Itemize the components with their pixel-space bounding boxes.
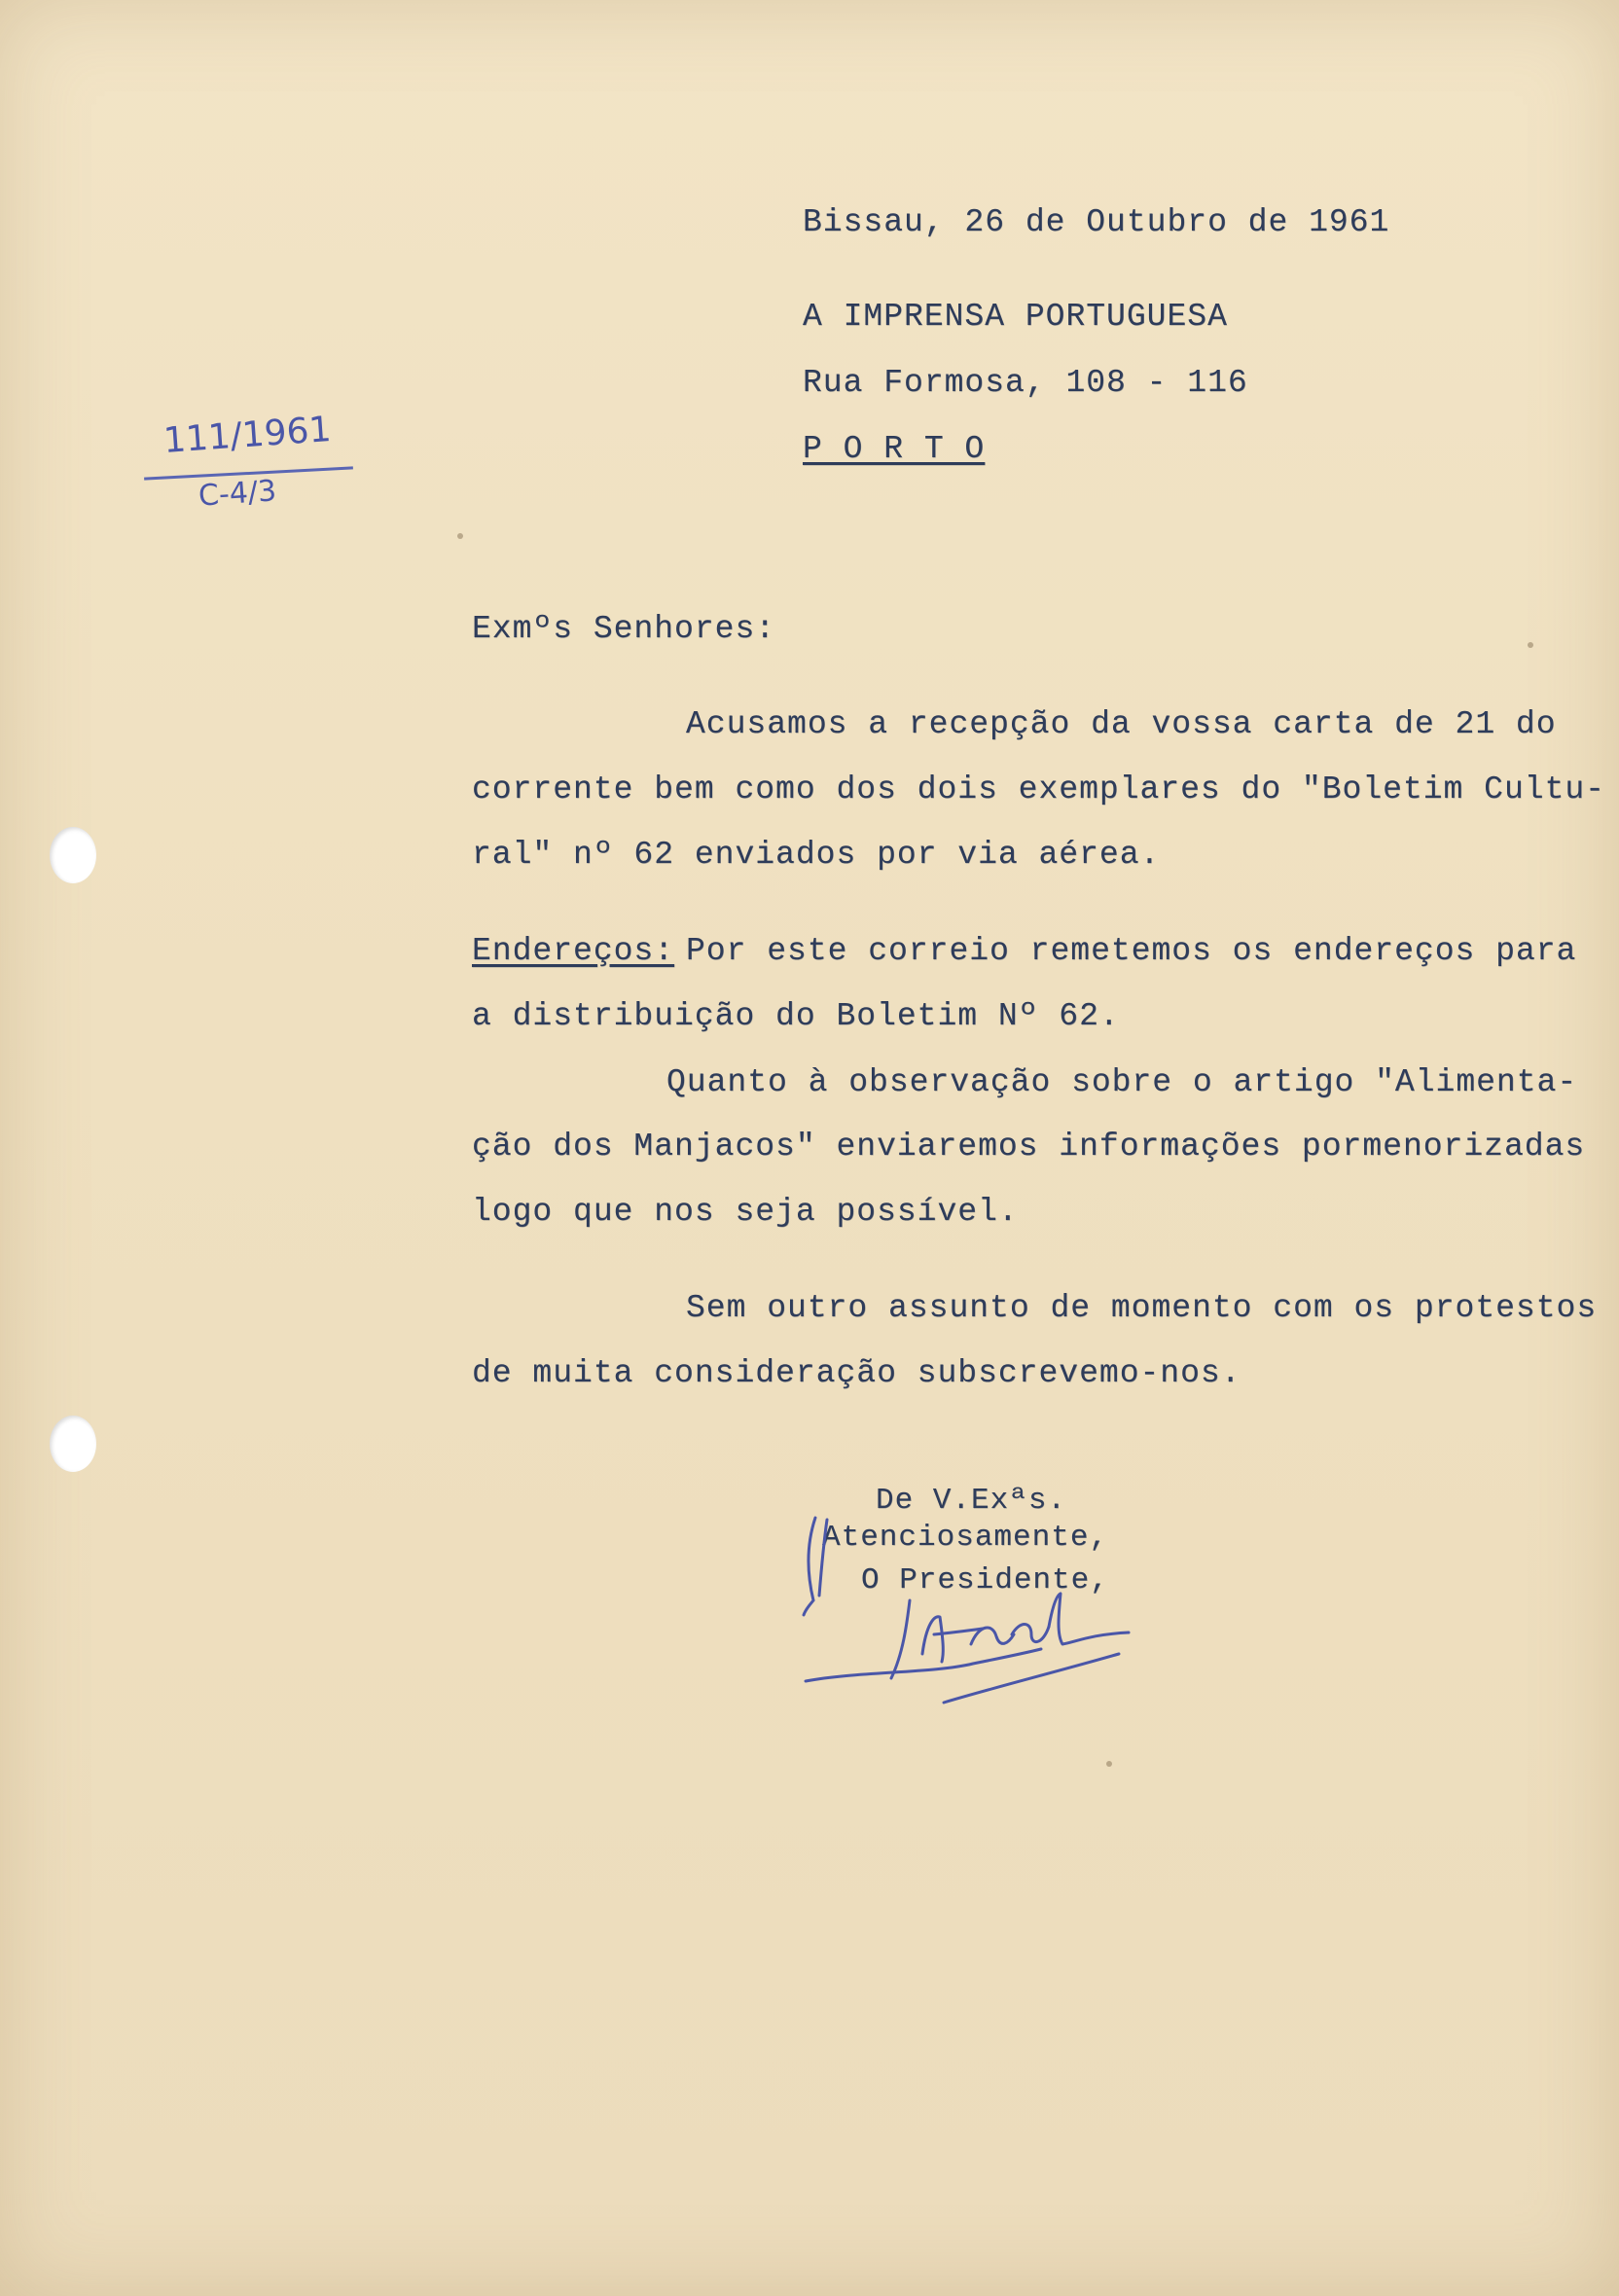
recipient-city: P O R T O (803, 431, 986, 467)
paragraph-3-line-2: ção dos Manjacos" enviaremos informações pormenorizadas (472, 1129, 1586, 1165)
reference-number: 111/1961 (162, 410, 333, 461)
reference-file-code: C-4/3 (197, 474, 278, 514)
paper-speck (457, 533, 463, 539)
paragraph-2-line-2: a distribuição do Boletim Nº 62. (472, 998, 1120, 1034)
paper-speck (1106, 1761, 1112, 1767)
salutation: Exmºs Senhores: (472, 611, 776, 647)
paragraph-1-line-1: Acusamos a recepção da vossa carta de 21 do (686, 706, 1557, 742)
paragraph-1-line-3: ral" nº 62 enviados por via aérea. (472, 837, 1161, 873)
recipient-street: Rua Formosa, 108 - 116 (803, 365, 1248, 401)
closing-line-3: O Presidente, (861, 1563, 1109, 1597)
paragraph-2-line-1: Por este correio remetemos os endereços para (686, 933, 1577, 969)
paragraph-2-label: Endereços: (472, 933, 675, 969)
punch-hole-bottom (50, 1416, 96, 1472)
paragraph-3-line-3: logo que nos seja possível. (472, 1194, 1019, 1230)
date-line: Bissau, 26 de Outubro de 1961 (803, 204, 1390, 240)
paragraph-4-line-2: de muita consideração subscrevemo-nos. (472, 1355, 1241, 1391)
punch-hole-top (50, 827, 96, 883)
recipient-name: A IMPRENSA PORTUGUESA (803, 299, 1228, 335)
handwritten-signature (798, 1508, 1148, 1712)
paragraph-3-line-1: Quanto à observação sobre o artigo "Alimenta- (666, 1064, 1578, 1100)
paragraph-1-line-2: corrente bem como dos dois exemplares do "Boletim Cultu- (472, 771, 1605, 807)
paper-speck (1528, 642, 1533, 648)
closing-line-2: Atenciosamente, (822, 1521, 1109, 1555)
closing-line-1: De V.Exªs. (876, 1484, 1067, 1518)
paragraph-4-line-1: Sem outro assunto de momento com os protestos (686, 1290, 1598, 1326)
